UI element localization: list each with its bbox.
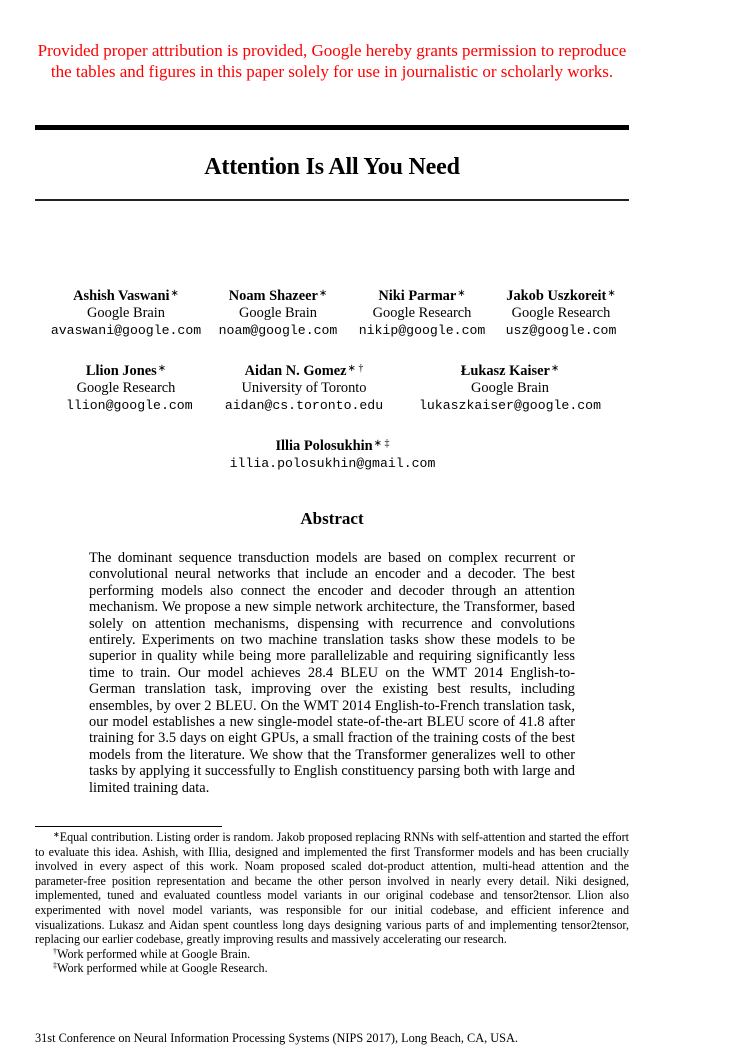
permission-notice: Provided proper attribution is provided, Google hereby grants permission to reproduce the tables and figures in this paper solely for use in journalistic or scholarly works. — [37, 41, 627, 81]
abstract-text: The dominant sequence transduction models are based on complex recurrent or convolutional neural networks that include an encoder and a decoder. The best performing models also connect the encoder and decoder through an attention mechanism. We propose a new simple network architecture, the Transformer, based solely on attention mechanisms, dispensing with recurrence and convolutions entirely. Experiments on two machine translation tasks show these models to be superior in quality while being more parallelizable and requiring significantly less time to train. Our model achieves 28.4 BLEU on the WMT 2014 English-to-German translation task, improving over the existing best results, including ensembles, by over 2 BLEU. On the WMT 2014 English-to-French translation task, our model establishes a new single-model state-of-the-art BLEU score of 41.8 after training for 3.5 days on eight GPUs, a small fraction of the training costs of the best models from the literature. We show that the Transformer generalizes well to other tasks by applying it successfully to English constituency parsing both with large and limited training data. — [89, 550, 575, 796]
author-name: Llion Jones — [85, 363, 157, 379]
author-name: Noam Shazeer — [228, 288, 318, 304]
author-affiliation: Google Research — [372, 305, 472, 321]
author-footnote-mark: ∗ ‡ — [373, 438, 390, 449]
author-name: Jakob Uszkoreit — [506, 288, 607, 304]
author-email[interactable]: avaswani@google.com — [50, 323, 202, 338]
author-name: Ashish Vaswani — [73, 288, 170, 304]
footnote-rule — [35, 826, 222, 827]
footnote-mark: † — [53, 946, 57, 956]
author-block — [354, 285, 490, 339]
author-block — [66, 360, 193, 414]
author-email[interactable]: lukaszkaiser@google.com — [418, 398, 602, 413]
footnotes — [35, 830, 629, 976]
author-footnote-mark: ∗ — [550, 363, 560, 374]
footnote-text: Work performed while at Google Research. — [57, 961, 268, 976]
author-block — [496, 285, 626, 339]
author-name: Niki Parmar — [378, 288, 457, 304]
title-top-rule — [35, 125, 629, 130]
author-email[interactable]: aidan@cs.toronto.edu — [224, 398, 384, 413]
author-email[interactable]: nikip@google.com — [358, 323, 486, 338]
title-bottom-rule — [35, 199, 629, 201]
author-email[interactable]: llion@google.com — [66, 398, 193, 413]
author-footnote-mark: ∗ — [457, 288, 466, 299]
author-footnote-mark: ∗ — [157, 363, 167, 374]
author-affiliation: University of Toronto — [241, 380, 367, 396]
footnote-mark: ∗ — [53, 830, 60, 839]
footnote-mark: ‡ — [53, 961, 57, 971]
footnote-equal-contribution — [35, 830, 629, 947]
author-name: Illia Polosukhin — [275, 438, 373, 454]
author-block — [48, 285, 204, 339]
author-email[interactable]: usz@google.com — [505, 323, 617, 338]
author-affiliation: Google Brain — [471, 380, 549, 396]
author-footnote-mark: ∗ — [607, 288, 616, 299]
author-block — [214, 360, 394, 414]
author-email[interactable]: illia.polosukhin@gmail.com — [229, 456, 436, 471]
author-affiliation: Google Research — [76, 380, 176, 396]
footnote-text: Work performed while at Google Brain. — [57, 946, 251, 961]
author-email[interactable]: noam@google.com — [218, 323, 338, 338]
author-block — [200, 435, 465, 472]
abstract-heading: Abstract — [300, 509, 364, 528]
author-block — [208, 285, 348, 339]
author-block — [410, 360, 610, 414]
author-affiliation: Google Brain — [239, 305, 317, 321]
conference-note: 31st Conference on Neural Information Processing Systems (NIPS 2017), Long Beach, CA, USA. — [35, 1031, 518, 1045]
author-footnote-mark: ∗ † — [347, 363, 364, 374]
author-affiliation: Google Research — [511, 305, 611, 321]
footnote-google-brain — [35, 947, 629, 962]
footnote-text: Equal contribution. Listing order is random. Jakob proposed replacing RNNs with self-attention and started the effort to evaluate this idea. Ashish, with Illia, designed and implemented the first Transformer models and has been crucially involved in every aspect of this work. Noam proposed scaled dot-product attention, multi-head attention and the parameter-free position representation and became the other person involved in nearly every detail. Niki designed, implemented, tuned and evaluated countless model variants in our original codebase and tensor2tensor. Llion also experimented with novel model variants, was responsible for our initial codebase, and efficient inference and visualizations. Lukasz and Aidan spent countless long days designing various parts of and implementing tensor2tensor, replacing our earlier codebase, greatly improving results and massively accelerating our research. — [35, 830, 629, 947]
author-affiliation: Google Brain — [87, 305, 165, 321]
author-footnote-mark: ∗ — [170, 288, 179, 299]
footnote-google-research — [35, 961, 629, 976]
author-footnote-mark: ∗ — [318, 288, 328, 299]
author-name: Aidan N. Gomez — [244, 363, 347, 379]
paper-title: Attention Is All You Need — [204, 154, 460, 180]
author-name: Łukasz Kaiser — [460, 363, 550, 379]
